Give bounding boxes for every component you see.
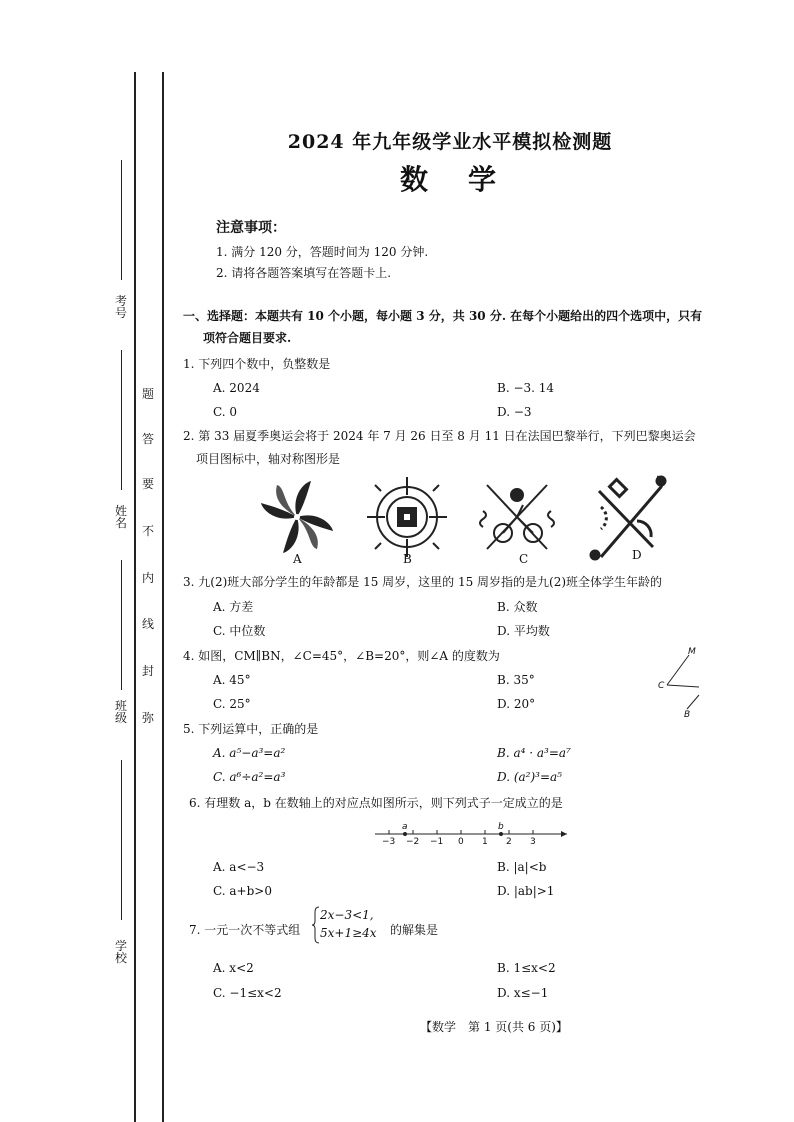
option-d: D. (a²)³=a⁵: [497, 770, 562, 784]
figure-label-c: C: [519, 552, 529, 566]
question-stem: 6. 有理数 a，b 在数轴上的对应点如图所示，则下列式子一定成立的是: [189, 796, 563, 810]
option-c: C. 0: [213, 405, 238, 419]
option-d: D. 平均数: [497, 624, 550, 638]
option-a: A. x<2: [213, 961, 254, 975]
note-item: 2. 请将各题答案填写在答题卡上.: [216, 266, 392, 280]
shooting-target-icon: [367, 477, 447, 557]
section-heading: 一、选择题：本题共有 10 个小题，每小题 3 分，共 30 分. 在每个小题给出的四个选项中，只有 项符合题目要求.: [183, 309, 703, 345]
option-b: B. −3. 14: [497, 381, 555, 395]
option-b: B. 35°: [497, 673, 535, 687]
question-stem: 7. 一元一次不等式组: [189, 923, 301, 937]
figure-label-a: A: [293, 552, 302, 566]
exam-title: 2024 年九年级学业水平模拟检测题: [287, 131, 613, 153]
question-stem-cont: 项目图标中，轴对称图形是: [196, 452, 341, 466]
question-stem-suffix: 的解集是: [390, 923, 439, 937]
candidate-number-blank: [121, 160, 122, 280]
note-item: 1. 满分 120 分，答题时间为 120 分钟.: [216, 245, 429, 259]
question-stem: 5. 下列运算中，正确的是: [183, 722, 319, 736]
option-d: D. |ab|>1: [497, 884, 555, 898]
label-candidate-number: 考号: [114, 294, 127, 320]
tick-label: 2: [506, 837, 512, 847]
option-c: C. 中位数: [213, 624, 266, 638]
option-c: C. 25°: [213, 697, 251, 711]
school-blank: [121, 760, 122, 920]
figure-label-b: B: [403, 552, 412, 566]
page-footer: 【数学 第 1 页(共 6 页)】: [420, 1020, 568, 1034]
tick-label: −3: [382, 837, 396, 847]
question-stem: 1. 下列四个数中，负整数是: [183, 357, 331, 371]
notes-heading: 注意事项：: [216, 220, 286, 236]
label-name: 姓名: [114, 504, 127, 530]
option-b: B. 众数: [497, 600, 538, 614]
olympic-icons-figure: [255, 475, 675, 565]
question-stem: 2. 第 33 届夏季奥运会将于 2024 年 7 月 26 日至 8 月 11 日在法国巴黎举行，下列巴黎奥运会: [183, 429, 696, 443]
question-stem: 4. 如图，CM∥BN，∠C=45°，∠B=20°，则∠A 的度数为: [183, 649, 500, 663]
point-label-b: b: [498, 822, 504, 832]
option-c: C. −1≤x<2: [213, 986, 282, 1000]
skateboard-icon: [591, 477, 665, 559]
option-a: A. a<−3: [213, 860, 265, 874]
point-label-m: M: [688, 647, 696, 657]
class-blank: [121, 560, 122, 690]
name-blank: [121, 350, 122, 490]
seal-char: 线: [141, 617, 154, 631]
inequality-line-1: 2x−3<1,: [320, 908, 374, 922]
label-class: 班级: [114, 699, 127, 725]
seal-char: 内: [141, 571, 154, 585]
tick-label: −1: [430, 837, 444, 847]
subject-title: 数学: [400, 163, 537, 196]
figure-label-d: D: [632, 548, 642, 562]
tick-label: 0: [458, 837, 464, 847]
point-label-b: B: [684, 710, 691, 720]
system-brace: [312, 906, 320, 944]
point-label-c: C: [658, 681, 665, 691]
inequality-line-2: 5x+1≥4x: [320, 926, 377, 940]
tick-label: 3: [530, 837, 536, 847]
option-d: D. x≤−1: [497, 986, 549, 1000]
seal-char: 题: [141, 387, 154, 401]
label-school: 学校: [114, 939, 127, 965]
option-c: C. a+b>0: [213, 884, 272, 898]
option-d: D. 20°: [497, 697, 536, 711]
seal-char: 不: [141, 524, 154, 538]
option-a: A. 45°: [213, 673, 251, 687]
option-d: D. −3: [497, 405, 532, 419]
seal-char: 要: [141, 477, 154, 491]
tick-label: −2: [406, 837, 420, 847]
option-b: B. a⁴ · a³=a⁷: [497, 746, 571, 760]
tick-label: 1: [482, 837, 488, 847]
question-stem: 3. 九(2)班大部分学生的年龄都是 15 周岁，这里的 15 周岁指的是九(2)班全体学生年龄的: [183, 575, 663, 589]
cycling-icon: [480, 485, 554, 549]
option-a: A. 方差: [213, 600, 254, 614]
inequality-system: [320, 906, 377, 942]
binding-line-right: [162, 72, 164, 1122]
seal-char: 答: [141, 432, 154, 446]
option-b: B. |a|<b: [497, 860, 547, 874]
option-b: B. 1≤x<2: [497, 961, 556, 975]
seal-char: 封: [141, 664, 154, 678]
seal-char: 弥: [141, 711, 154, 725]
binding-line-left: [134, 72, 136, 1122]
option-a: A. 2024: [213, 381, 260, 395]
pinwheel-icon: [261, 481, 333, 553]
option-c: C. a⁶÷a²=a³: [213, 770, 286, 784]
point-label-a: a: [402, 822, 408, 832]
option-a: A. a⁵−a³=a²: [213, 746, 286, 760]
